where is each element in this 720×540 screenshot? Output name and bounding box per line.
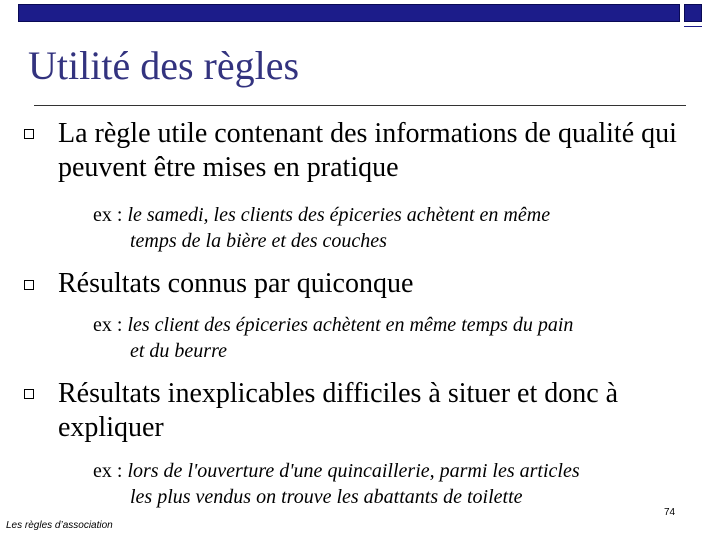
bullet-text: Résultats connus par quiconque — [58, 268, 414, 299]
example-line: temps de la bière et des couches — [130, 230, 387, 252]
example-line: les client des épiceries achètent en même temps du pain — [127, 314, 574, 336]
footer-label: Les règles d’association — [6, 520, 113, 531]
header-corner-square — [684, 4, 702, 22]
header-corner-line — [684, 26, 702, 27]
bullet-text: Résultats inexplicables difficiles à situer et donc à expliquer — [58, 378, 619, 443]
square-bullet-icon — [24, 389, 34, 399]
bullet-text: La règle utile contenant des informations de qualité qui peuvent être mises en pratique — [58, 118, 677, 183]
example-prefix: ex : — [93, 204, 123, 226]
square-bullet-icon — [24, 280, 34, 290]
example-prefix: ex : — [93, 314, 123, 336]
example-prefix: ex : — [93, 460, 123, 482]
title-divider — [34, 105, 686, 106]
example-text — [93, 312, 693, 364]
example-line: et du beurre — [130, 340, 228, 362]
example-line: les plus vendus on trouve les abattants de toilette — [130, 486, 523, 508]
example-line: le samedi, les clients des épiceries achètent en même — [127, 204, 551, 226]
page-number: 74 — [664, 507, 676, 518]
example-text — [93, 458, 693, 510]
header-bar — [18, 4, 680, 22]
slide-title: Utilité des règles — [28, 43, 300, 88]
example-text — [93, 202, 693, 254]
example-line: lors de l'ouverture d'une quincaillerie, parmi les articles — [127, 460, 580, 482]
square-bullet-icon — [24, 129, 34, 139]
